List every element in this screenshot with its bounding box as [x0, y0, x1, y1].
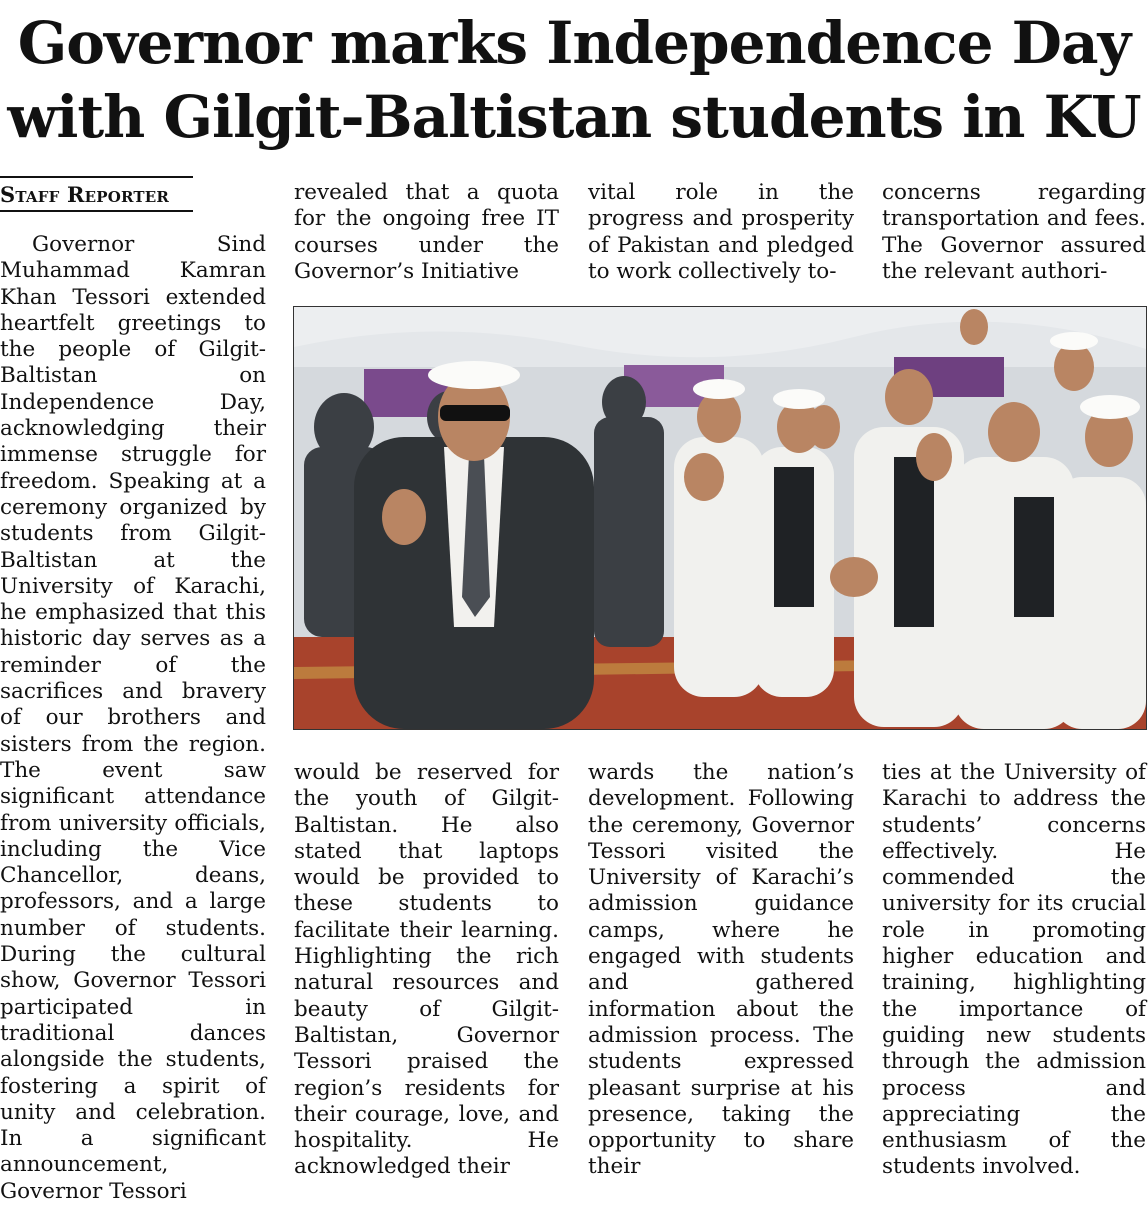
column-2-top-text: revealed that a quota for the ongoing free IT courses under the Governor’s Initiative: [294, 180, 559, 284]
headline-line-1: Governor marks Independence Day: [17, 9, 1131, 77]
column-3-top-text: vital role in the progress and prosperity of Pakistan and pledged to work collectively to-: [588, 180, 854, 284]
column-3-top: [588, 180, 854, 285]
headline-line-2: with Gilgit-Baltistan students in KU: [7, 83, 1141, 151]
byline: Staff Reporter: [0, 176, 193, 212]
column-1: [0, 232, 266, 1205]
column-1-text: Governor Sind Muhammad Kamran Khan Tessori extended heartfelt greetings to the people of Gilgit-Baltistan on Independence Day, acknowledging their immense struggle for freedom. Speaking at a ceremony organized by students from Gilgit-Baltistan at the University of Karachi, he emphasized that this historic day serves as a reminder of the sacrifices and bravery of our brothers and sisters from the region. The event saw significant attendance from university officials, including the Vice Chancellor, deans, professors, and a large number of students. During the cultural show, Governor Tessori participated in traditional dances alongside the students, fostering a spirit of unity and celebration. In a significant announcement, Governor Tessori: [0, 232, 266, 1204]
column-4-top: [882, 180, 1146, 285]
column-3-bottom-text: wards the nation’s development. Following the ceremony, Governor Tessori visited the University of Karachi’s admission guidance camps, where he engaged with students and gathered information about the admission process. The students expressed pleasant surprise at his presence, taking the opportunity to share their: [588, 760, 854, 1180]
column-4-bottom: [882, 760, 1146, 1181]
photo-illustration: [294, 307, 1146, 729]
column-2-bottom-text: would be reserved for the youth of Gilgit-Baltistan. He also stated that laptops would be provided to these students to facilitate their learning. Highlighting the rich natural resources and beauty of Gilgit-Baltistan, Governor Tessori praised the region’s residents for their courage, love, and hospitality. He acknowledged their: [294, 760, 559, 1180]
column-4-top-text: concerns regarding transportation and fees. The Governor assured the relevant authori-: [882, 180, 1146, 284]
column-2-top: [294, 180, 559, 285]
column-4-bottom-text: ties at the University of Karachi to address the students’ concerns effectively. He commended the university for its crucial role in promoting higher education and training, highlighting the importance of guiding new students through the admission process and appreciating the enthusiasm of the students involved.: [882, 760, 1146, 1180]
news-photo: [293, 306, 1147, 730]
column-3-bottom: [588, 760, 854, 1181]
headline: [0, 6, 1148, 154]
column-2-bottom: [294, 760, 559, 1181]
